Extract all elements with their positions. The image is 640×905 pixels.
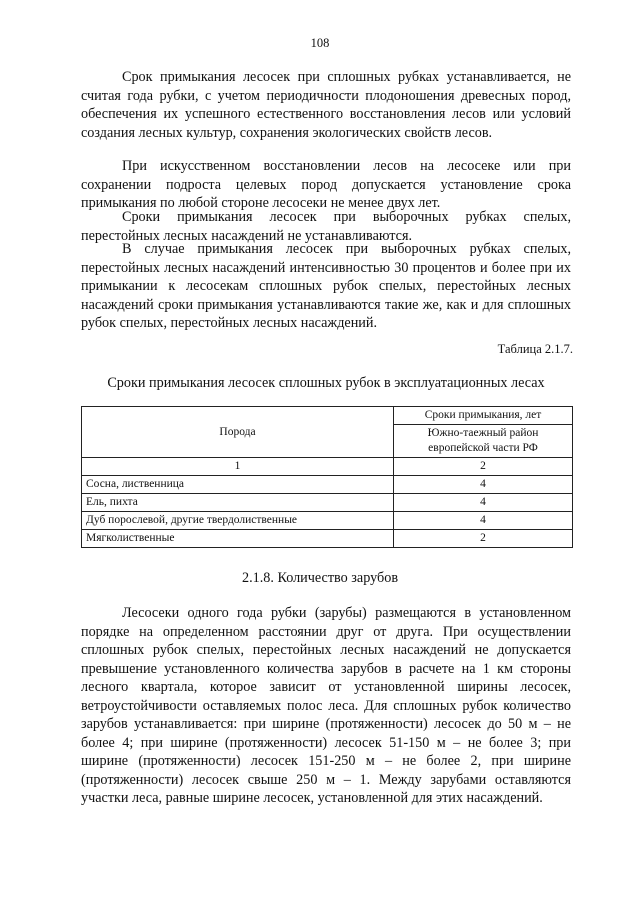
table-row bbox=[82, 530, 573, 548]
adjacency-terms-table bbox=[81, 406, 573, 548]
table-title: Сроки примыкания лесосек сплошных рубок в эксплуатационных лесах bbox=[107, 375, 545, 391]
paragraph-selective-intensity: В случае примыкания лесосек при выборочных рубках спелых, перестойных лесных насаждений интенсивностью 30 процентов и более при их примыкании к лесосекам сплошных рубок спелых, перестойных лесных насаждений сроки примыкания устанавливаются такие же, как и для сплошных рубок спелых, перестойных лесных насаждений. bbox=[81, 241, 571, 331]
paragraph-cut-count: Лесосеки одного года рубки (зарубы) размещаются в установленном порядке на определенном расстоянии друг от друга. При осуществлении сплошных рубок спелых, перестойных лесных насаждений не допускается превышение установленного количества зарубов в расчете на 1 км стороны лесного квартала, которое зависит от установленной ширины лесосек, ветроустойчивости оставляемых полос леса. Для сплошных рубок количество зарубов устанавливается: при ширине (протяженности) лесосек до 50 м – не более 4; при ширине (протяженности) лесосек 51-150 м – не более 3; при ширине (протяженности) лесосек 151-250 м – не более 2, при ширине (протяженности) лесосек свыше 250 м – 1. Между зарубами оставляются участки леса, равные ширине лесосек, установленной для этих насаждений. bbox=[81, 605, 571, 806]
paragraph-adjacency-clear-cut: Срок примыкания лесосек при сплошных рубках устанавливается, не считая года рубки, с учетом периодичности плодоношения древесных пород, обеспечения их успешного естественного восстановления лесов или условий создания лесных культур, сохранения экологических свойств лесов. bbox=[81, 69, 571, 141]
column-number: 2 bbox=[394, 458, 573, 476]
header-species: Порода bbox=[82, 407, 394, 458]
species-cell: Ель, пихта bbox=[82, 494, 394, 512]
table-row bbox=[82, 494, 573, 512]
term-cell: 4 bbox=[394, 476, 573, 494]
table-header-row bbox=[82, 407, 573, 425]
paragraph-artificial-restoration: При искусственном восстановлении лесов на лесосеке или при сохранении подроста целевых пород допускается установление срока примыкания по любой стороне лесосеки не менее двух лет. bbox=[81, 158, 571, 211]
species-cell: Дуб порослевой, другие твердолиственные bbox=[82, 512, 394, 530]
section-heading: 2.1.8. Количество зарубов bbox=[241, 570, 399, 586]
term-cell: 2 bbox=[394, 530, 573, 548]
species-cell: Сосна, лиственница bbox=[82, 476, 394, 494]
header-region: Южно-таежный район европейской части РФ bbox=[394, 425, 573, 458]
page-number: 108 bbox=[310, 36, 330, 50]
table-number: Таблица 2.1.7. bbox=[497, 342, 573, 356]
table-column-numbers-row bbox=[82, 458, 573, 476]
table-row bbox=[82, 512, 573, 530]
paragraph-selective-cuts: Сроки примыкания лесосек при выборочных рубках спелых, перестойных лесных насаждений не устанавливаются. bbox=[81, 209, 571, 244]
term-cell: 4 bbox=[394, 494, 573, 512]
term-cell: 4 bbox=[394, 512, 573, 530]
table-row bbox=[82, 476, 573, 494]
column-number: 1 bbox=[82, 458, 394, 476]
species-cell: Мягколиственные bbox=[82, 530, 394, 548]
header-terms: Сроки примыкания, лет bbox=[394, 407, 573, 425]
